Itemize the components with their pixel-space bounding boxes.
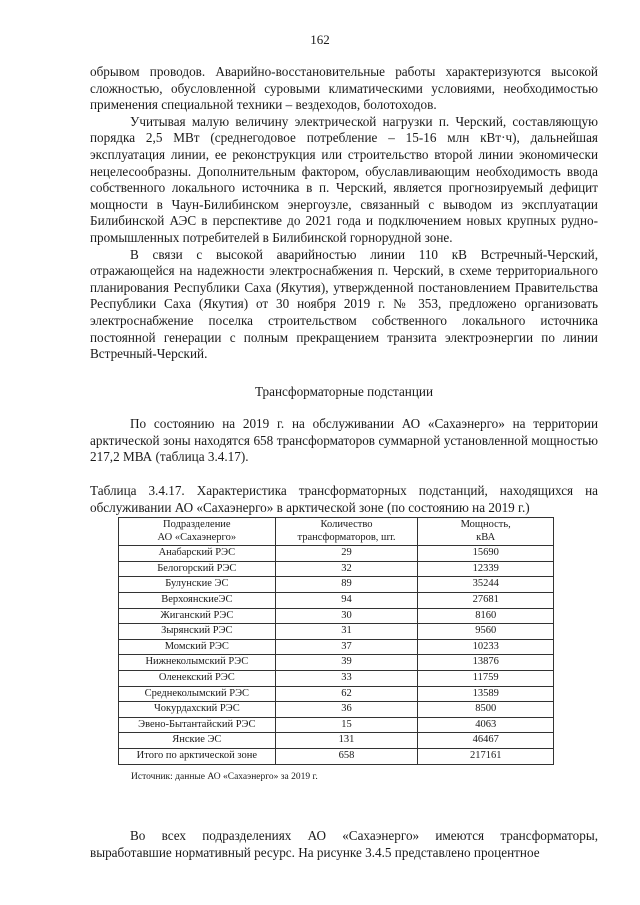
- cell-name: Жиганский РЭС: [119, 608, 276, 624]
- cell-name: Анабарский РЭС: [119, 546, 276, 562]
- table-header-row: [119, 518, 554, 546]
- table-row: [119, 624, 554, 640]
- cell-name: Белогорский РЭС: [119, 561, 276, 577]
- cell-name: Итого по арктической зоне: [119, 748, 276, 764]
- cell-count: 62: [275, 686, 418, 702]
- cell-count: 15: [275, 717, 418, 733]
- cell-count: 131: [275, 733, 418, 749]
- table-row: [119, 748, 554, 764]
- cell-count: 89: [275, 577, 418, 593]
- table-row: [119, 561, 554, 577]
- table-row: [119, 702, 554, 718]
- header-count-line1: Количество: [320, 519, 373, 530]
- cell-name: Эвено-Бытантайский РЭС: [119, 717, 276, 733]
- header-count: [275, 518, 418, 546]
- table-row: [119, 655, 554, 671]
- cell-count: 30: [275, 608, 418, 624]
- paragraph-2: Учитывая малую величину электрической нагрузки п. Черский, составляющую порядка 2,5 МВт (среднегодовое потребление – 15-16 млн кВт·ч), дальнейшая эксплуатация линии, ее реконструкция или строительство второй линии экономически нецелесообразны. Дополнительным фактором, обуславливающим необходимость ввода собственного локального источника в п. Черский, является прогнозируемый дефицит мощности в Чаун-Билибинском энергоузле, связанный с выводом из эксплуатации Билибинской АЭС в перспективе до 2021 года и подключением новых крупных рудно-промышленных потребителей в Билибинской горнорудной зоне.: [90, 113, 598, 245]
- cell-count: 39: [275, 655, 418, 671]
- cell-power: 11759: [418, 670, 554, 686]
- table-row: [119, 546, 554, 562]
- cell-count: 658: [275, 748, 418, 764]
- cell-name: Зырянский РЭС: [119, 624, 276, 640]
- cell-power: 13589: [418, 686, 554, 702]
- cell-power: 4063: [418, 717, 554, 733]
- table-row: [119, 717, 554, 733]
- header-division-line1: Подразделение: [163, 519, 231, 530]
- cell-name: Оленекский РЭС: [119, 670, 276, 686]
- closing-paragraph: Во всех подразделениях АО «Сахаэнерго» имеются трансформаторы, выработавшие нормативный ресурс. На рисунке 3.4.5 представлено процентное: [90, 828, 598, 860]
- cell-power: 27681: [418, 592, 554, 608]
- paragraph-3: В связи с высокой аварийностью линии 110 кВ Встречный-Черский, отражающейся на надежности электроснабжения п. Черский, в схеме территориального планирования Республики Саха (Якутия), утвержденной постановлением Правительства Республики Саха (Якутия) от 30 ноября 2019 г. № 353, предложено организовать электроснабжение поселка строительством собственного локального источника постоянной генерации с полным прекращением транзита электроэнергии по линии Встречный-Черский.: [90, 246, 598, 362]
- cell-power: 8500: [418, 702, 554, 718]
- table-row: [119, 733, 554, 749]
- header-power: [418, 518, 554, 546]
- cell-name: Янские ЭС: [119, 733, 276, 749]
- cell-power: 10233: [418, 639, 554, 655]
- header-power-line2: кВА: [476, 531, 496, 543]
- cell-name: Булунские ЭС: [119, 577, 276, 593]
- table-row: [119, 608, 554, 624]
- transformer-table: [118, 517, 554, 765]
- cell-power: 8160: [418, 608, 554, 624]
- table-row: [119, 592, 554, 608]
- cell-count: 37: [275, 639, 418, 655]
- table-row: [119, 670, 554, 686]
- cell-power: 13876: [418, 655, 554, 671]
- cell-count: 32: [275, 561, 418, 577]
- section-heading: Трансформаторные подстанции: [254, 384, 434, 399]
- body-text-top: [90, 64, 598, 363]
- cell-power: 15690: [418, 546, 554, 562]
- cell-name: Среднеколымский РЭС: [119, 686, 276, 702]
- table-caption: Таблица 3.4.17. Характеристика трансформаторных подстанций, находящихся на обслуживании АО «Сахаэнерго» в арктической зоне (по состоянию на 2019 г.): [90, 483, 598, 515]
- cell-name: Момский РЭС: [119, 639, 276, 655]
- header-power-line1: Мощность,: [460, 519, 511, 530]
- cell-count: 36: [275, 702, 418, 718]
- cell-count: 33: [275, 670, 418, 686]
- paragraph-1: обрывом проводов. Аварийно-восстановительные работы характеризуются высокой сложностью, обусловленной суровыми климатическими условиями, необходимостью применения специальной техники – вездеходов, болотоходов.: [90, 64, 598, 113]
- source-note: Источник: данные АО «Сахаэнерго» за 2019 г.: [131, 772, 318, 782]
- intro-paragraph: По состоянию на 2019 г. на обслуживании АО «Сахаэнерго» на территории арктической зоны находятся 658 трансформаторов суммарной установленной мощностью 217,2 МВА (таблица 3.4.17).: [90, 416, 598, 465]
- cell-power: 217161: [418, 748, 554, 764]
- cell-count: 94: [275, 592, 418, 608]
- header-division-line2: АО «Сахаэнерго»: [157, 531, 237, 543]
- cell-name: ВерхоянскиеЭС: [119, 592, 276, 608]
- header-division: [119, 518, 276, 546]
- header-count-line2: трансформаторов, шт.: [297, 531, 396, 543]
- table-row: [119, 577, 554, 593]
- table-row: [119, 686, 554, 702]
- cell-count: 29: [275, 546, 418, 562]
- page-number: 162: [310, 32, 330, 47]
- table-row: [119, 639, 554, 655]
- cell-power: 35244: [418, 577, 554, 593]
- cell-power: 9560: [418, 624, 554, 640]
- cell-power: 12339: [418, 561, 554, 577]
- cell-power: 46467: [418, 733, 554, 749]
- cell-name: Чокурдахский РЭС: [119, 702, 276, 718]
- cell-count: 31: [275, 624, 418, 640]
- cell-name: Нижнеколымский РЭС: [119, 655, 276, 671]
